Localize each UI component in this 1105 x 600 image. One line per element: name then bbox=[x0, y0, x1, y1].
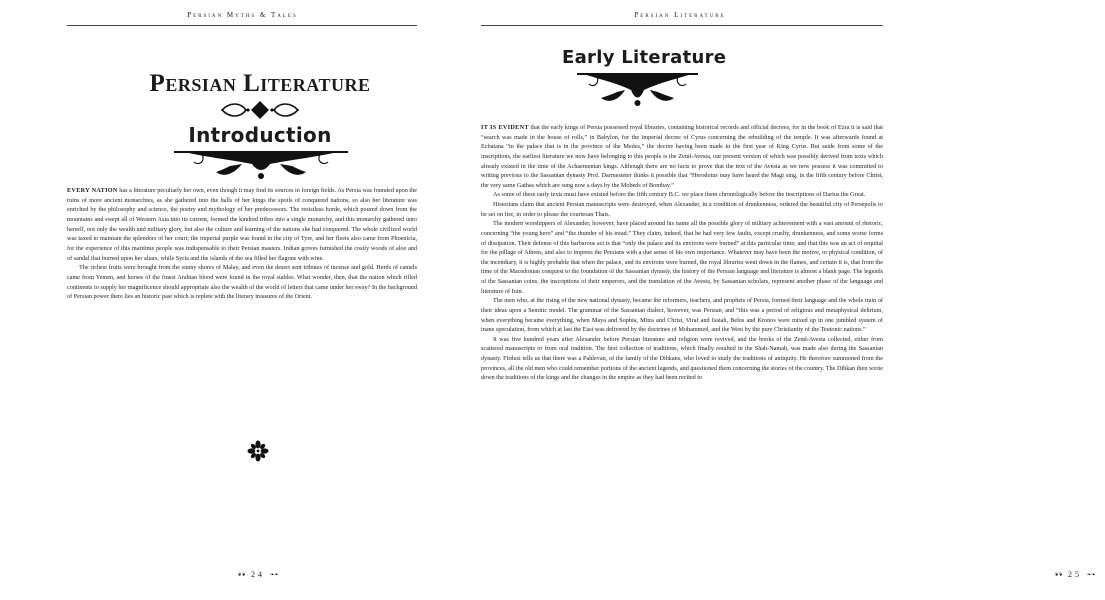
ink-flourish-icon bbox=[172, 148, 350, 182]
body-text bbox=[67, 186, 417, 302]
paragraph-text: that the early kings of Persia possessed royal libraries, containing historical records and official decrees, for in the book of Ezra it is said that “search was made in the house of rolls,” in Babylon, for the imperial decree of Cyrus concerning the rebuilding of the temple. It was afterwards found at Ecbatana “in the palace that is in the province of the Medes,” the decree having been made in the first year of King Cyrus. But aside from some of the inscriptions, the earliest literature we now have belonging to this people is the Zend-Avesta, our present version of which was possibly derived from texts which already existed in the time of the Achaemenian kings. Although there are no facts to prove that the text of the Avesta as we now possess it was committed to writing previous to the Sassanian dynasty Prof. Darmesteter thinks it possible that “Herodotus may have heard the Magi sing, in the fifth century before Christ, the very same Gathas which are sung now a days by the Mobeds of Bombay.” bbox=[481, 124, 883, 189]
ink-flourish-icon bbox=[575, 70, 700, 108]
header-rule bbox=[481, 25, 883, 26]
right-page bbox=[450, 0, 1096, 600]
running-head: Persian Literature bbox=[634, 11, 726, 19]
paragraph bbox=[67, 263, 417, 302]
rosette-icon bbox=[247, 440, 269, 462]
paragraph-text: The men who, at the rising of the new national dynasty, became the reformers, teachers, and prophets of Persia, formed their language and the whole train of their ideas upon a Semitic model. The grammar of the Sassanian dialect, however, was Persian, and “this was a period of religious and metaphysical delirium, when everything became everything, when Maya and Sophia, Mitra and Christ, Viraf and Isaiah, Belus and Kronos were mixed up in one jumbled system of inane speculation, from which at last the East was delivered by the doctrines of Mohammed, and the West by the pure Christianity of the Teutonic nations.” bbox=[481, 297, 883, 334]
paragraph bbox=[67, 186, 417, 263]
folio-number: 24 bbox=[251, 570, 265, 579]
paragraph bbox=[481, 200, 883, 219]
page-number bbox=[228, 570, 288, 582]
diamond-scroll-divider-icon bbox=[218, 98, 302, 122]
lead-in: EVERY NATION bbox=[67, 187, 118, 194]
lead-in: IT IS EVIDENT bbox=[481, 124, 529, 131]
paragraph bbox=[481, 335, 883, 383]
paragraph-text: As some of these early texts must have existed before the fifth century B.C. we place them chronologically before the inscriptions of Darius the Great. bbox=[493, 191, 866, 199]
paragraph bbox=[481, 123, 883, 190]
paragraph-text: The richest fruits were brought from the sunny shores of Malay, and even the desert sent tributes of incense and gold. Herds of camels came from Yemen, and horses of the finest Arabian blood were found in the royal stables. What wonder, then, that the nation which rifled continents to supply her magnificence should appropriate also the wealth of the world of letters that came under her sway? In the background of Persian power there lies an historic past which is replete with the literary treasures of the Orient. bbox=[67, 264, 417, 301]
section-title: Introduction bbox=[188, 123, 332, 147]
paragraph-text: The modern worshippers of Alexander, however, have placed around his name all the possible glory of military achievement with a vast amount of rhetoric, concerning “the young hero” and “the thunder of his tread.” They claim, indeed, that he had very few faults, except cruelty, drunkenness, and some worse forms of dissipation. Their defense of this barbarous act is that “only the palace and its environs were burned” at this particular time; and that this was an act of requital for the pillage of Athens, and also to impress the Persians with a due sense of his own importance. Whatever may have been the motive, or physical condition, of the incendiary, it is highly probable that when the palace, and its environs were burned, the royal libraries went down in the flames, and certain it is, that from the time of the Macedonian conquest to the foundation of the Sassanian dynasty, the history of the Persian language and literature is almost a blank page. The legends of the Sassanian coins, the inscriptions of their emperors, and the translation of the Avesta, by Sassanian scholars, represent another phase of the language and literature of Iran. bbox=[481, 220, 883, 295]
page-number bbox=[1045, 570, 1105, 582]
chapter-title: Persian Literature bbox=[149, 70, 371, 97]
paragraph bbox=[481, 296, 883, 335]
paragraph-text: has a literature peculiarly her own, even though it may find its sources in foreign fields. As Persia was founded upon the ruins of more ancient monarchies, as she gathered into the halls of her kings the spoils of conquered nations, so also her literature was enriched by the philosophy and science, the poetry and mythology of her predecessors. The resistless horde, which poured down from the mountains and swept all of Western Asia into its current, formed the kindred tribes into a single monarchy, and this monarchy gathered unto herself, not only the wealth and military glory, but also the culture and learning of the nations she had conquered. The whole civilized world was taxed to maintain the splendors of her court; the imperial purple was found in the city of Tyre, and her fleets also came from Phoenicia, for the experience of this maritime people was indispensable to their Persian masters. Indian groves furnished the costly woods of aloe and of sandal that burned upon her altars, while Syria and the islands of the sea filled her flagons with wine. bbox=[67, 187, 417, 262]
folio-number: 25 bbox=[1068, 570, 1082, 579]
paragraph bbox=[481, 190, 883, 200]
left-page bbox=[0, 0, 450, 600]
header-rule bbox=[67, 25, 417, 26]
paragraph-text: It was five hundred years after Alexander before Persian literature and religion were revived, and the books of the Zend-Avesta collected, either from scattered manuscripts or from oral tradition. The first collection of traditions, which finally resulted in the Shah-Namah, was made also during the Sassanian dynasty. Firdusi tells us that there was a Pahlevan, of the family of the Dihkans, who loved to study the traditions of antiquity. He therefore summoned from the provinces, all the old men who could remember portions of the ancient legends, and questioned them concerning the stories of the country. The Dihkan then wrote down the traditions of the kings and the changes in the empire as they had been recited to bbox=[481, 335, 883, 382]
running-head: Persian Myths & Tales bbox=[187, 11, 298, 19]
scroll-bracket-icon: ❦❦ bbox=[1054, 573, 1063, 579]
scroll-bracket-icon: ❦❦ bbox=[237, 573, 246, 579]
scroll-bracket-icon: ❧❧ bbox=[270, 573, 279, 579]
section-title: Early Literature bbox=[562, 47, 727, 68]
body-text bbox=[481, 123, 883, 383]
paragraph-text: Historians claim that ancient Persian manuscripts were destroyed, when Alexander, in a condition of drunkenness, ordered the beautiful city of Persepolis to be set on fire, in order to please the courtesan Thais. bbox=[481, 201, 883, 218]
paragraph bbox=[481, 219, 883, 296]
scroll-bracket-icon: ❧❧ bbox=[1087, 573, 1096, 579]
